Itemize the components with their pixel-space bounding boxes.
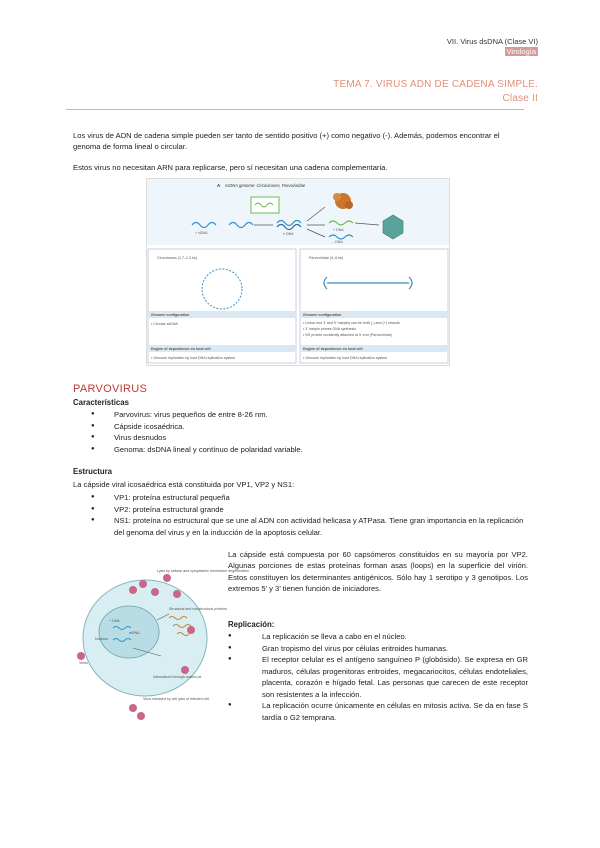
panel-letter: A <box>217 183 221 188</box>
list-item: ● Parvovirus: virus pequeños de entre 8-26 nm. <box>91 409 531 421</box>
circo-config-head: Genome configuration <box>151 313 190 317</box>
label-dna: + DNA <box>109 619 120 623</box>
label-minus-dna: - DNA <box>333 240 343 244</box>
ssdna-genome-diagram <box>147 179 449 365</box>
section-title-parvovirus: PARVOVIRUS <box>73 383 148 395</box>
clase-subtitle: Clase II <box>502 93 538 104</box>
list-item: ● Gran tropismo del virus por células eritroides humanas. <box>228 643 528 655</box>
estructura-intro: La cápside viral icosaédrica está constituida por VP1, VP2 y NS1: <box>73 480 295 489</box>
label-dsdna: ± DNA <box>283 232 294 236</box>
page-title <box>333 78 538 106</box>
ssdna-genome-figure <box>146 178 450 366</box>
label-release: Virus released by cell lysis of infected cell <box>143 697 210 701</box>
label-virion: Virion <box>79 661 89 665</box>
list-item: ● VP2: proteína estructural grande <box>91 504 529 516</box>
course-header: VII. Virus dsDNA (Clase VI) <box>446 37 538 46</box>
label-cdna: + cDNA <box>195 231 208 235</box>
subject-label: Virología <box>506 47 536 56</box>
parvovirus-replication-figure <box>73 560 250 722</box>
label-lysis: Lysis by cellular and cytoplasmic membrane degeneration <box>157 569 250 573</box>
list-item: ● VP1: proteína estructural pequeña <box>91 492 529 504</box>
parvo-config-1: • Linear end 3' and 5' hairpins can be both (-) and (+) strands <box>303 321 400 325</box>
parvo-config-2: • 3' hairpin primes DNA synthesis <box>303 327 356 331</box>
parvo-config-head: Genome configuration <box>303 313 342 317</box>
label-nucleus: Nucleus <box>95 637 108 641</box>
circo-dep: • Genome replication by host DNA replication system <box>151 356 236 360</box>
subject-header <box>505 47 538 56</box>
parvo-dep: • Genome replication by host DNA replication system <box>303 356 388 360</box>
list-item: ● El receptor celular es el antígeno sanguíneo P (globósido). Se expresa en GR maduros, células progenitoras eritroides, megacariocitos, células endoteliales, placenta, corazón e hígado fetal. Las personas que carecen de este receptor son resistentes a la infección. <box>228 654 528 700</box>
replicacion-heading: Replicación: <box>228 620 275 629</box>
label-proteins: Structural and nonstructural proteins <box>169 607 227 611</box>
intro-paragraph-1: Los virus de ADN de cadena simple pueden ser tanto de sentido positivo (+) como negativo (-). Además, podemos encontrar el genoma de forma lineal o circular. <box>73 131 500 151</box>
capside-paragraph: La cápside está compuesta por 60 capsómeros constituidos en su mayoría por VP2. Algunas porciones de estas proteínas forman asas (loops) en la superficie del virión. Estos constituyen los determinantes antigénicos. Sólo hay 1 serotipo y 3 genotipos. Los extremos 5’ y 3’ tienen función de iniciadores. <box>228 550 528 593</box>
list-item: ● Cápside icosaédrica. <box>91 421 531 433</box>
label-plus-dna: + DNA <box>333 228 344 232</box>
circo-config: • Circular ssDNA <box>151 322 178 326</box>
panel-title: ssDNA genome: Circoviruses, Parvoviridae <box>225 183 306 188</box>
label-mrna: mRNA <box>129 631 140 635</box>
list-item: ● La replicación se lleva a cabo en el núcleo. <box>228 631 528 643</box>
caracteristicas-heading: Características <box>73 398 129 407</box>
parvo-dep-head: Degree of dependence on host cell <box>303 347 363 351</box>
parvo-title: Parvoviridae (4–6 kb) <box>309 256 344 260</box>
divider <box>66 109 524 110</box>
replicacion-list <box>228 631 528 723</box>
list-item: ● Virus desnudos <box>91 432 531 444</box>
list-item: ● Genoma: dsDNA lineal y contínuo de polaridad variable. <box>91 444 531 456</box>
list-item: ● La replicación ocurre únicamente en células en mitosis activa. Se da en fase S tardía o G2 temprana. <box>228 700 528 723</box>
caracteristicas-list <box>91 409 531 455</box>
replication-diagram <box>73 560 250 722</box>
tema-title: TEMA 7. VIRUS ADN DE CADENA SIMPLE. <box>333 79 538 90</box>
estructura-heading: Estructura <box>73 467 112 476</box>
intro-paragraph-2: Estos virus no necesitan ARN para replicarse, pero sí necesitan una cadena complementaria. <box>73 163 388 172</box>
parvo-config-3: • NS protein covalently attached at 5' end (Parvovirinae) <box>303 333 393 337</box>
label-entry: Internalized through coated pit <box>153 675 202 679</box>
estructura-list <box>91 492 529 538</box>
circo-dep-head: Degree of dependence on host cell <box>151 347 211 351</box>
list-item: ● NS1: proteína no estructural que se une al ADN con actividad helicasa y ATPasa. Tiene gran importancia en la replicación del genoma del virus y en la inducción de la apoptosis celular. <box>91 515 529 538</box>
circo-title: Circoviruses (1.7–2.3 kb) <box>157 256 197 260</box>
